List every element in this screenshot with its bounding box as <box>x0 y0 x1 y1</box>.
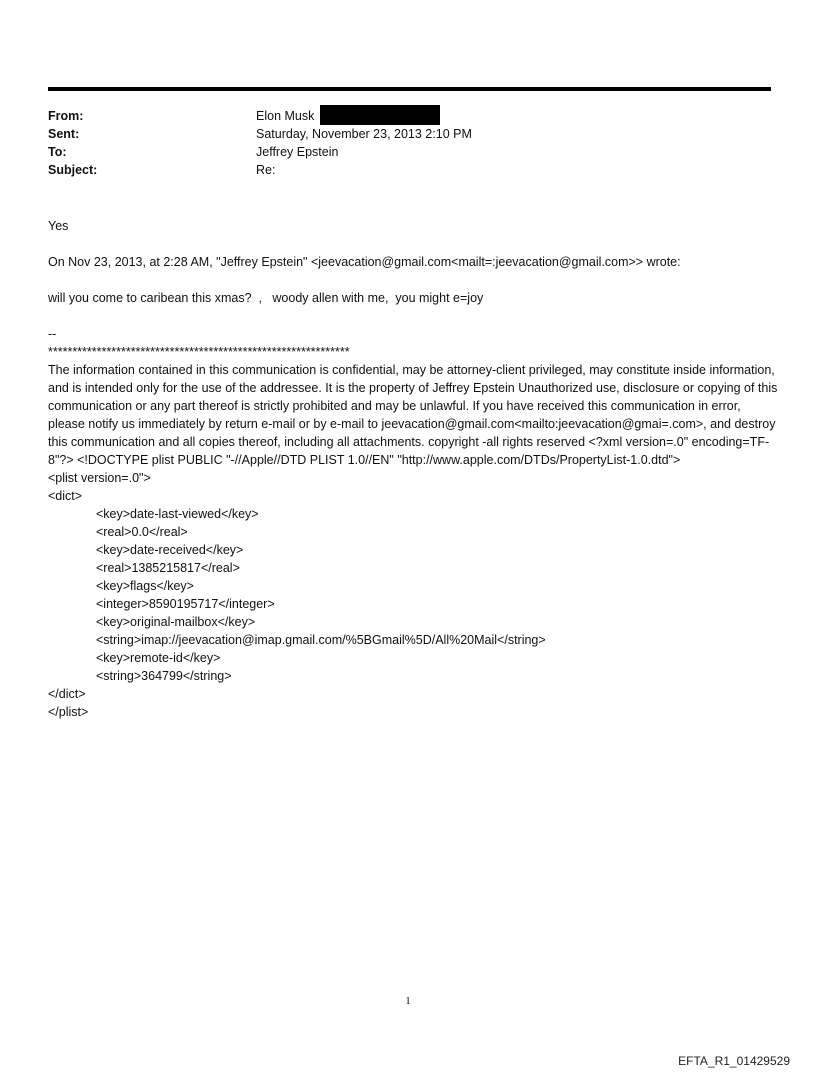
sent-label: Sent: <box>48 127 80 141</box>
from-label: From: <box>48 109 84 123</box>
dict-line: <real>0.0</real> <box>96 525 188 539</box>
subject-label: Subject: <box>48 163 98 177</box>
redaction-box <box>320 105 440 125</box>
plist-open: <plist version=.0"> <box>48 471 151 485</box>
sent-value: Saturday, November 23, 2013 2:10 PM <box>256 127 472 141</box>
reply-text: Yes <box>48 219 69 233</box>
document-id: EFTA_R1_01429529 <box>678 1054 790 1068</box>
from-row <box>48 107 748 125</box>
plist-close: </plist> <box>48 705 89 719</box>
top-rule <box>48 87 771 91</box>
asterisk-divider: ************************************************************** <box>48 345 350 359</box>
subject-row <box>48 161 748 179</box>
dict-line: <key>date-last-viewed</key> <box>96 507 259 521</box>
subject-value: Re: <box>256 163 276 177</box>
dict-close: </dict> <box>48 687 86 701</box>
dict-line: <real>1385215817</real> <box>96 561 240 575</box>
dict-open: <dict> <box>48 489 83 503</box>
to-row <box>48 143 748 161</box>
quoted-message: will you come to caribean this xmas? , woody allen with me, you might e=joy <box>48 291 484 305</box>
dict-line: <string>364799</string> <box>96 669 232 683</box>
dict-line: <key>date-received</key> <box>96 543 244 557</box>
email-header <box>48 107 748 179</box>
from-value: Elon Musk <box>256 109 315 123</box>
signature-dashes: -- <box>48 327 57 341</box>
to-value: Jeffrey Epstein <box>256 145 339 159</box>
sent-row <box>48 125 748 143</box>
disclaimer-text: The information contained in this communication is confidential, may be attorney-client privileged, may constitute inside information, and is intended only for the use of the addressee. It is the property of Jeffrey Epstein Unauthorized use, disclosure or copying of this communication or any part thereof is strictly prohibited and may be unlawful. If you have received this communication in error, please notify us immediately by return e-mail or by e-mail to jeevacation@gmail.com<mailto:jeevacation@gmai=.com>, and destroy this communication and all copies thereof, including all attachments. copyright -all rights reserved <?xml version=.0" encoding=TF-8"?> <!DOCTYPE plist PUBLIC "-//Apple//DTD PLIST 1.0//EN" "http://www.apple.com/DTDs/PropertyList-1.0.dtd"> <box>48 363 778 467</box>
email-body <box>48 217 778 721</box>
dict-line: <key>original-mailbox</key> <box>96 615 256 629</box>
from-value-wrap <box>256 107 440 125</box>
dict-line: <key>remote-id</key> <box>96 651 221 665</box>
page-number: 1 <box>405 995 411 1007</box>
dict-line: <string>imap://jeevacation@imap.gmail.com/%5BGmail%5D/All%20Mail</string> <box>96 633 546 647</box>
dict-line: <integer>8590195717</integer> <box>96 597 275 611</box>
dict-line: <key>flags</key> <box>96 579 194 593</box>
to-label: To: <box>48 145 67 159</box>
quote-intro: On Nov 23, 2013, at 2:28 AM, "Jeffrey Epstein" <jeevacation@gmail.com<mailt=:jeevacation@gmail.com>> wrote: <box>48 255 681 269</box>
